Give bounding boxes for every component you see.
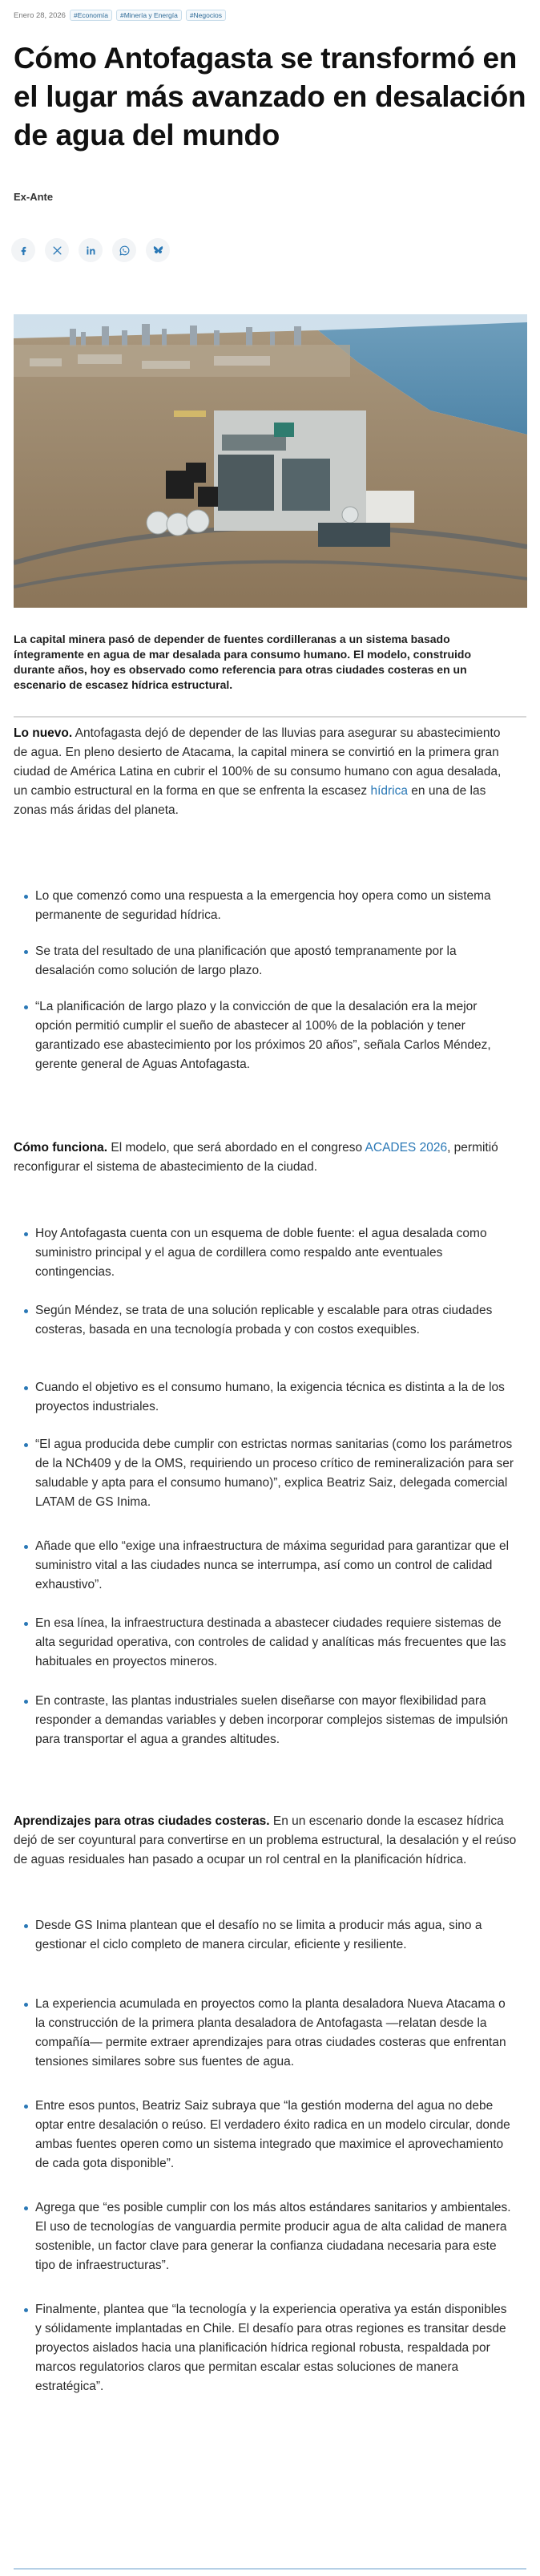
list-item: Se trata del resultado de una planificación que apostó tempranamente por la desalación como solución de largo plazo.: [35, 942, 516, 981]
section-como-funciona-heading: Cómo funciona.: [14, 1141, 108, 1155]
hidrica-link[interactable]: hídrica: [370, 784, 408, 798]
list-item: Según Méndez, se trata de una solución replicable y escalable para otras ciudades costeras, basada en una tecnología probada y con costos exequibles.: [35, 1301, 516, 1340]
list-item: “El agua producida debe cumplir con estrictas normas sanitarias (como los parámetros de la NCh409 y de la OMS, requiriendo un proceso crítico de remineralización para ser saludable y apta para el consumo humano)”, explica Beatriz Saiz, delegada comercial LATAM de GS Inima.: [35, 1435, 516, 1512]
lead-divider: [14, 716, 526, 718]
section-como-funciona-text-1: El modelo, que será abordado en el congreso: [107, 1141, 365, 1155]
list-item: Finalmente, plantea que “la tecnología y la experiencia operativa ya están disponibles y sólidamente implantadas en Chile. El desafío para otras regiones es transitar desde proyectos aislados hacia una planificación hídrica regional robusta, respaldada por marcos regulatorios claros que permitan escalar estas soluciones de manera estratégica”.: [35, 2300, 516, 2396]
share-facebook-button[interactable]: [11, 238, 35, 262]
tag-negocios[interactable]: #Negocios: [186, 10, 226, 21]
section-lo-nuevo-paragraph: [14, 724, 517, 820]
tag-mineria-energia[interactable]: #Minería y Energía: [116, 10, 182, 21]
linkedin-icon: [85, 245, 97, 257]
section-como-funciona-paragraph: [14, 1138, 517, 1177]
share-x-button[interactable]: [45, 238, 69, 262]
page-title: Cómo Antofagasta se transformó en el lugar más avanzado en desalación de agua del mundo: [14, 42, 526, 152]
list-item: Lo que comenzó como una respuesta a la emergencia hoy opera como un sistema permanente de seguridad hídrica.: [35, 887, 516, 925]
section-aprendizajes-text: En un escenario donde la escasez hídrica dejó de ser coyuntural para convertirse en un problema estructural, la desalación y el reúso de aguas residuales han pasado a ocupar un rol central en la planificación hídrica.: [14, 1814, 517, 1866]
list-item: En esa línea, la infraestructura destinada a abastecer ciudades requiere sistemas de alta seguridad operativa, con controles de calidad y analíticas más frecuentes que las habituales en proyectos mineros.: [35, 1614, 516, 1672]
list-item: En contraste, las plantas industriales suelen diseñarse con mayor flexibilidad para responder a demandas variables y deben incorporar complejos sistemas de impulsión para transportar el agua a grandes altitudes.: [35, 1692, 516, 1749]
section-lo-nuevo-text-1: Antofagasta dejó de depender de las lluvias para asegurar su abastecimiento de agua. En pleno desierto de Atacama, la capital minera se convirtió en la primera gran ciudad de América Latina en cubrir el 100% de su consumo humano con agua desalada, un cambio estructural en la forma en que se enfrenta la escasez: [14, 726, 502, 798]
share-linkedin-button[interactable]: [79, 238, 103, 262]
share-whatsapp-button[interactable]: [112, 238, 136, 262]
list-item: Hoy Antofagasta cuenta con un esquema de doble fuente: el agua desalada como suministro principal y el agua de cordillera como respaldo ante eventuales contingencias.: [35, 1224, 516, 1282]
section-lo-nuevo-text-2: en una de las zonas más áridas del planeta.: [14, 784, 486, 817]
list-item: “La planificación de largo plazo y la convicción de que la desalación era la mejor opción permitió cumplir el sueño de abastecer al 100% de la población y tener garantizado ese abastecimiento por los próximos 20 años”, señala Carlos Méndez, gerente general de Aguas Antofagasta.: [35, 997, 516, 1074]
list-item: Cuando el objetivo es el consumo humano, la exigencia técnica es distinta a la de los proyectos industriales.: [35, 1378, 516, 1417]
bluesky-icon: [152, 245, 164, 257]
list-item: Añade que ello “exige una infraestructura de máxima seguridad para garantizar que el suministro vital a las ciudades nunca se interrumpa, así como un control de calidad exhaustivo”.: [35, 1537, 516, 1595]
article-lead: La capital minera pasó de depender de fuentes cordilleranas a un sistema basado íntegramente en agua de mar desalada para consumo humano. El modelo, construido durante años, hoy es observado como referencia para otras ciudades costeras en un escenario de escasez hídrica estructural.: [14, 633, 472, 691]
section-aprendizajes-paragraph: [14, 1812, 517, 1870]
tag-economia[interactable]: #Economía: [70, 10, 112, 21]
x-icon: [51, 245, 63, 257]
section-como-funciona-text-2: , permitió reconfigurar el sistema de abastecimiento de la ciudad.: [14, 1141, 498, 1174]
share-bluesky-button[interactable]: [146, 238, 170, 262]
article-meta: [14, 10, 226, 21]
acades-2026-link[interactable]: ACADES 2026: [365, 1141, 448, 1155]
facebook-icon: [18, 245, 30, 257]
list-item: Entre esos puntos, Beatriz Saiz subraya que “la gestión moderna del agua no debe optar entre desalación o reúso. El verdadero éxito radica en un modelo circular, donde ambas fuentes operen como un sistema integrado que maximice el aprovechamiento de cada gota disponible”.: [35, 2097, 516, 2174]
section-aprendizajes-heading: Aprendizajes para otras ciudades costeras.: [14, 1814, 270, 1828]
list-item: Desde GS Inima plantean que el desafío no se limita a producir más agua, sino a gestionar el ciclo completo de manera circular, eficiente y resiliente.: [35, 1916, 516, 1955]
author-name[interactable]: Ex-Ante: [14, 191, 54, 203]
share-bar: [11, 238, 170, 262]
publish-date: Enero 28, 2026: [14, 10, 66, 20]
hero-photo-desalination-plant: [14, 314, 527, 608]
list-item: Agrega que “es posible cumplir con los más altos estándares sanitarios y ambientales. El uso de tecnologías de vanguardia permite producir agua de alta calidad de manera sostenible, un factor clave para generar la confianza ciudadana necesaria para este tipo de infraestructuras”.: [35, 2198, 516, 2275]
list-item: La experiencia acumulada en proyectos como la planta desaladora Nueva Atacama o la construcción de la primera planta desaladora de Antofagasta —relatan desde la compañía— permite extraer aprendizajes para otras ciudades costeras que enfrentan tensiones similares sobre sus fuentes de agua.: [35, 1995, 516, 2072]
whatsapp-icon: [119, 245, 131, 257]
footer-divider: [14, 2568, 526, 2570]
section-lo-nuevo-heading: Lo nuevo.: [14, 726, 73, 740]
